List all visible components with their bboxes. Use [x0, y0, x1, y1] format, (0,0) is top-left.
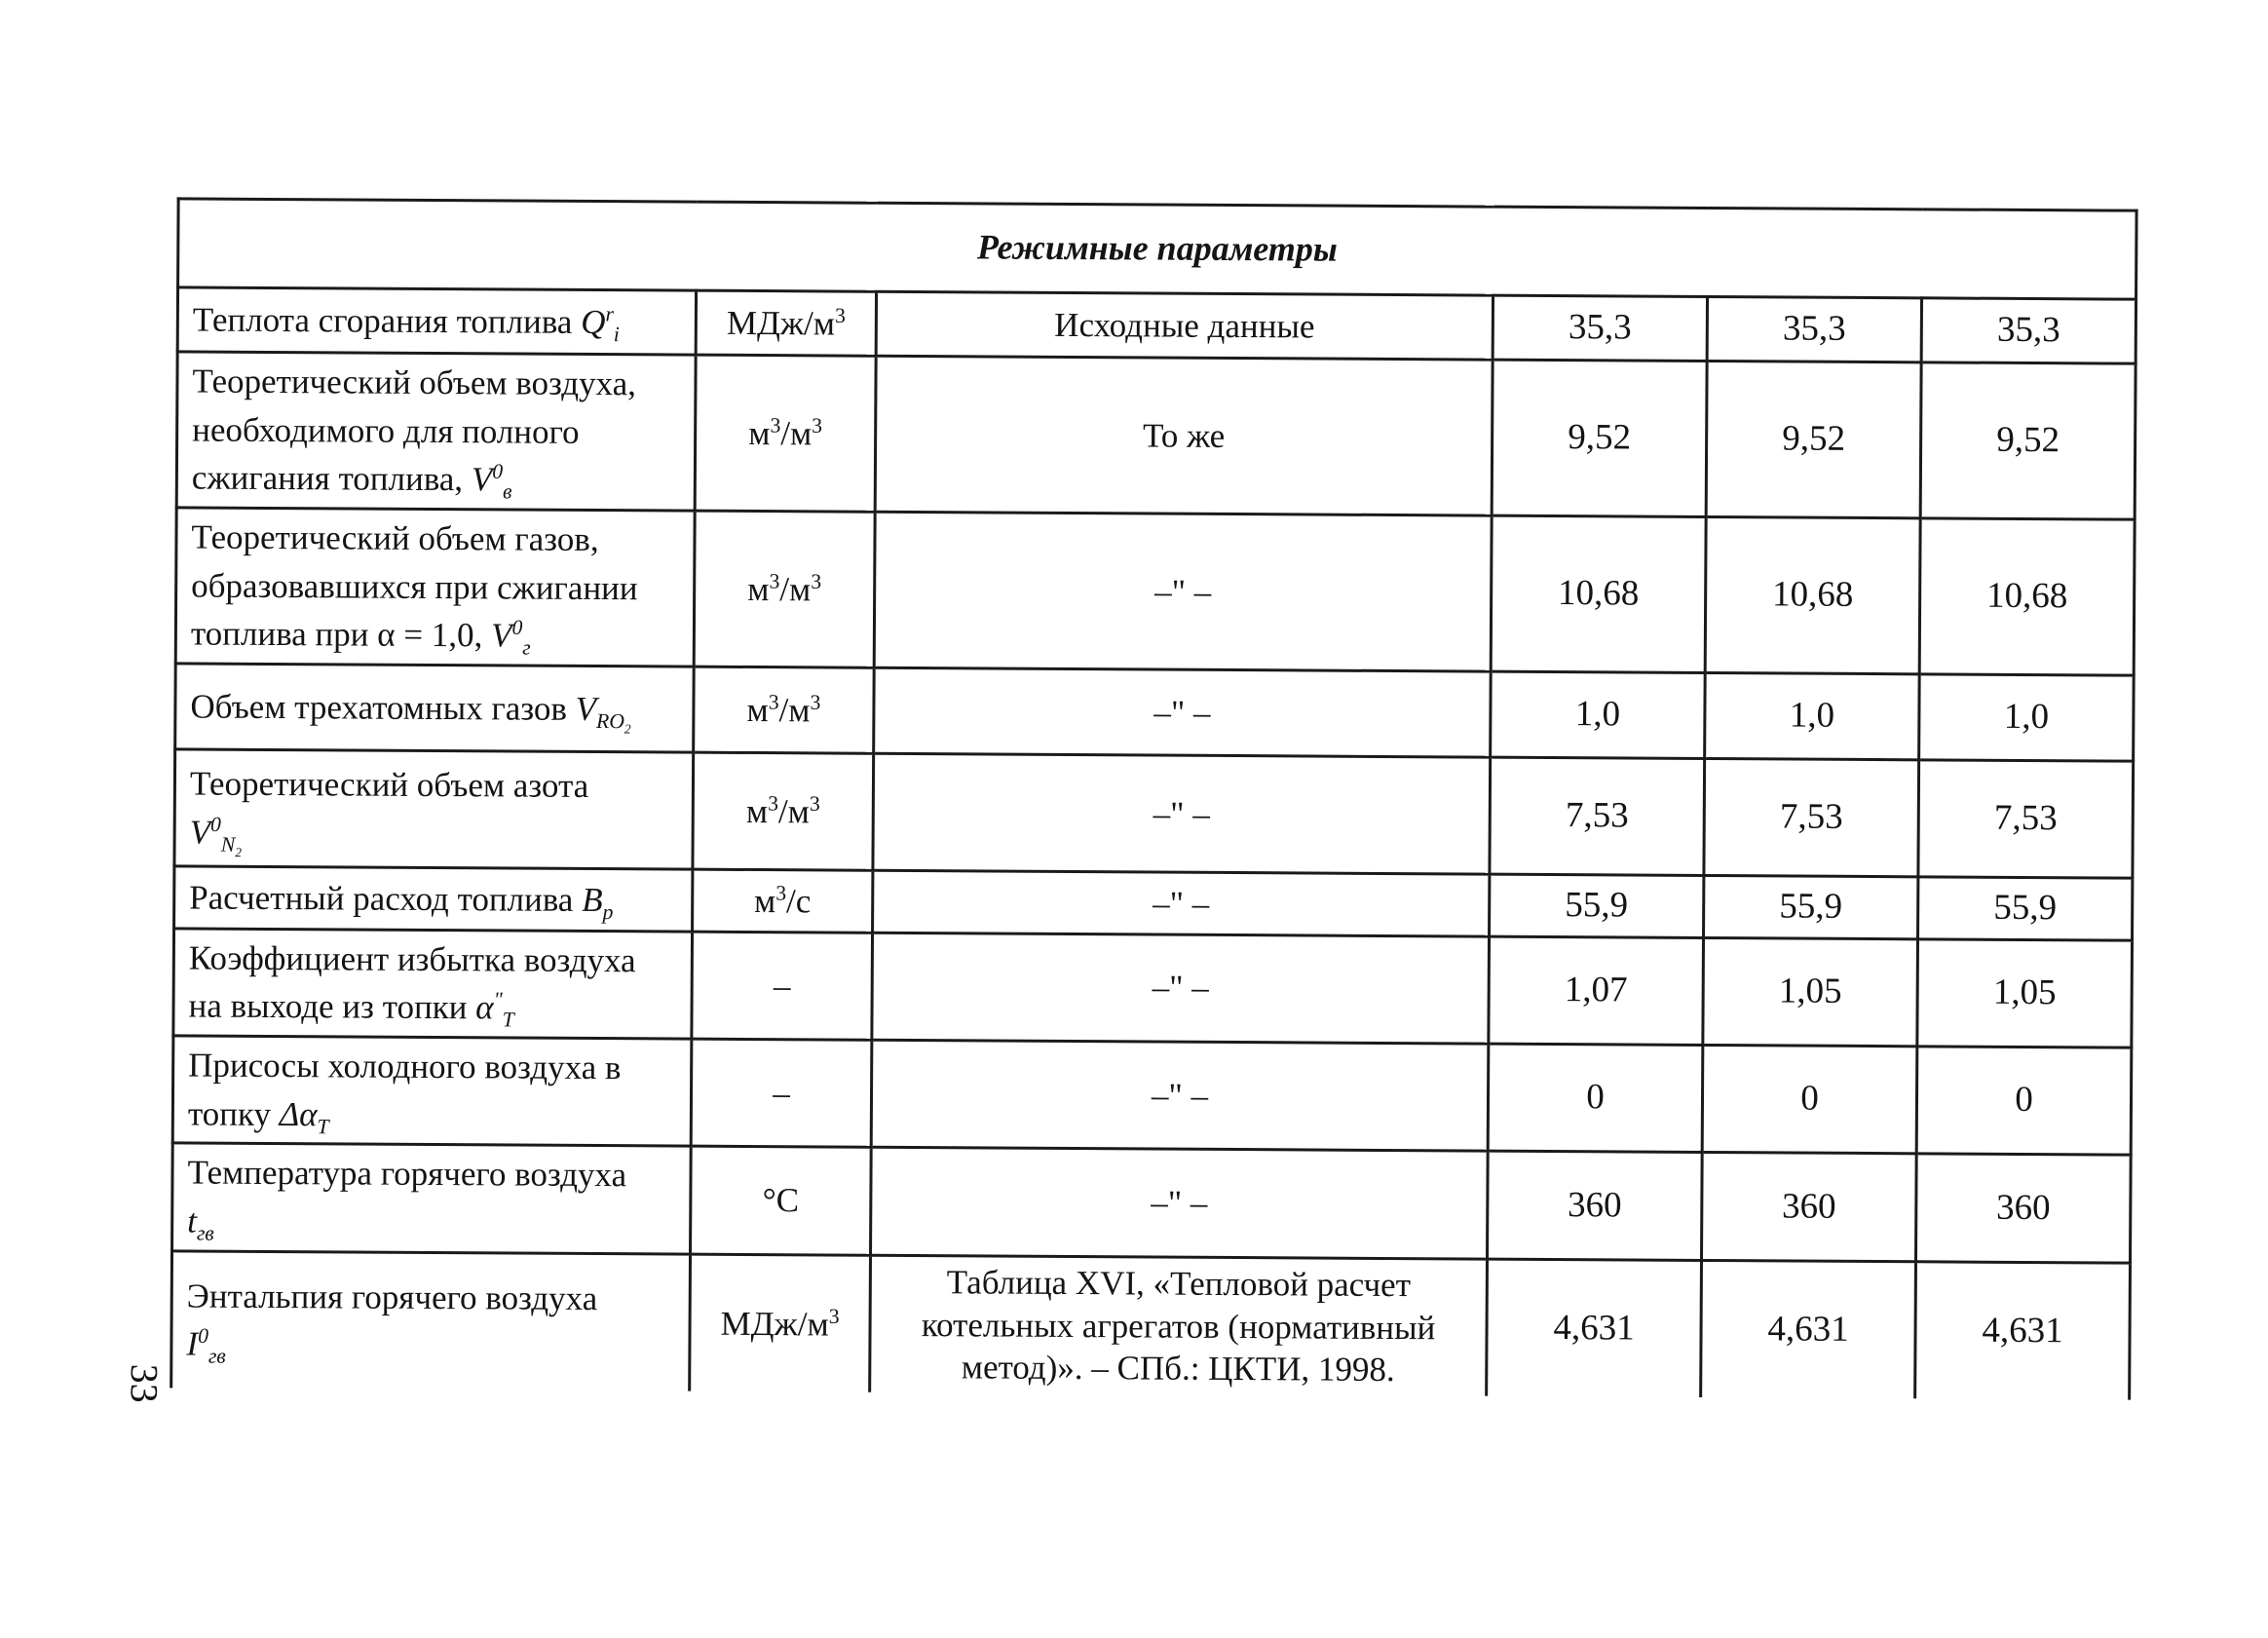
table-row [175, 508, 2135, 675]
param-symbol: $V_{RO_2}$ [575, 689, 631, 737]
value-cell: 1,0 [1491, 671, 1706, 758]
value-cell: 35,3 [1707, 296, 1921, 362]
source-cell: –" – [873, 870, 1490, 935]
source-cell: –" – [874, 512, 1492, 671]
value-cell: 35,3 [1921, 298, 2136, 363]
source-cell: –" – [871, 1148, 1489, 1259]
value-cell: 10,68 [1491, 515, 1706, 672]
source-cell: –" – [873, 753, 1491, 874]
param-symbol: $V^0_в$ [471, 460, 512, 504]
source-cell: –" – [874, 667, 1492, 757]
param-symbol: $\Delta\alpha_Т$ [279, 1094, 329, 1139]
param-name: Теоретический объем воздуха, необходимого для полного сжигания топлива, [191, 362, 637, 499]
source-cell: –" – [871, 1040, 1489, 1151]
source-cell: –" – [872, 933, 1490, 1044]
value-cell: 7,53 [1490, 757, 1705, 875]
param-cell [174, 866, 693, 932]
value-cell: 1,0 [1919, 674, 2135, 761]
unit-cell: $м^3/м^3$ [693, 752, 874, 870]
value-cell: 4,631 [1487, 1259, 1702, 1397]
value-cell: 360 [1701, 1153, 1916, 1262]
value-cell: 9,52 [1492, 360, 1707, 516]
value-cell: 360 [1488, 1152, 1703, 1261]
value-cell: 0 [1702, 1045, 1917, 1154]
table-row [172, 1036, 2132, 1156]
value-cell: 360 [1915, 1154, 2131, 1263]
table-row [173, 929, 2133, 1048]
source-cell: Таблица XVI, «Тепловой расчет котельных агрегатов (нормативный метод)». – СПб.: ЦКТИ, 1998. [870, 1255, 1488, 1396]
value-cell: 0 [1488, 1044, 1703, 1153]
param-cell [173, 929, 693, 1040]
table-row [176, 352, 2136, 519]
table-row [177, 287, 2136, 363]
param-name: Присосы холодного воздуха в топку [187, 1046, 622, 1133]
unit-cell: °С [691, 1147, 872, 1256]
value-cell: 1,05 [1917, 938, 2133, 1048]
value-cell: 55,9 [1918, 877, 2133, 940]
section-title: Режимные параметры [178, 199, 2137, 299]
unit-cell: МДж/$м^3$ [696, 290, 876, 356]
value-cell: 9,52 [1706, 361, 1921, 517]
param-symbol: $I^0_{гв}$ [186, 1324, 226, 1369]
param-cell [172, 1143, 692, 1254]
param-cell [177, 287, 696, 355]
param-name: Расчетный расход топлива [189, 878, 574, 919]
unit-cell: $м^3/м^3$ [694, 511, 875, 667]
table-row [171, 1251, 2131, 1400]
value-cell: 7,53 [1918, 760, 2134, 878]
value-cell: 7,53 [1704, 759, 1919, 877]
unit-cell: $м^3/м^3$ [694, 667, 875, 753]
value-cell: 10,68 [1705, 517, 1920, 674]
source-cell: То же [875, 356, 1493, 515]
param-name: Объем трехатомных газов [190, 687, 568, 728]
value-cell: 10,68 [1919, 518, 2135, 675]
source-cell: Исходные данные [876, 291, 1493, 360]
param-symbol: $\alpha^"_Т$ [475, 988, 514, 1032]
unit-cell: $м^3/м^3$ [695, 355, 876, 512]
param-name: Теплота сгорания топлива [192, 300, 573, 341]
param-cell [171, 1251, 691, 1391]
value-cell: 0 [1916, 1047, 2132, 1156]
param-cell [172, 1036, 692, 1147]
unit-cell: – [691, 1039, 872, 1148]
param-symbol: $B_p$ [582, 880, 614, 924]
param-name: Коэффициент избытка воздуха на выходе из топки [188, 938, 636, 1027]
value-cell: 1,05 [1703, 937, 1918, 1047]
param-symbol: $t_{гв}$ [187, 1201, 214, 1245]
param-name: Энтальпия горячего воздуха [186, 1276, 598, 1317]
value-cell: 1,07 [1489, 936, 1704, 1046]
table-row [175, 664, 2135, 761]
param-cell [175, 664, 695, 752]
param-cell [174, 749, 694, 869]
unit-cell: $м^3/с$ [693, 869, 873, 933]
table-row [172, 1143, 2132, 1263]
value-cell: 4,631 [1701, 1260, 1916, 1398]
param-symbol: $V^0_{N_2}$ [189, 812, 242, 859]
unit-cell: – [692, 932, 873, 1041]
table-row [174, 749, 2134, 878]
value-cell: 55,9 [1490, 874, 1704, 937]
param-symbol: $V^0_г$ [490, 616, 531, 661]
value-cell: 9,52 [1920, 362, 2136, 519]
value-cell: 55,9 [1704, 876, 1918, 939]
value-cell: 4,631 [1915, 1262, 2131, 1400]
value-cell: 35,3 [1493, 295, 1707, 361]
page-number: 33 [122, 1363, 167, 1403]
value-cell: 1,0 [1705, 673, 1920, 760]
param-name: Теоретический объем азота [189, 764, 589, 805]
section-header-row [178, 199, 2137, 299]
param-symbol: $Q^r_i$ [581, 302, 620, 346]
parameters-table [170, 197, 2137, 1399]
unit-cell: МДж/$м^3$ [690, 1254, 871, 1392]
param-name: Теоретический объем газов, образовавшихся при сжигании топлива при α = 1,0, [190, 517, 638, 655]
param-cell [175, 508, 695, 667]
param-name: Температура горячего воздуха [187, 1153, 627, 1195]
param-cell [176, 352, 696, 511]
